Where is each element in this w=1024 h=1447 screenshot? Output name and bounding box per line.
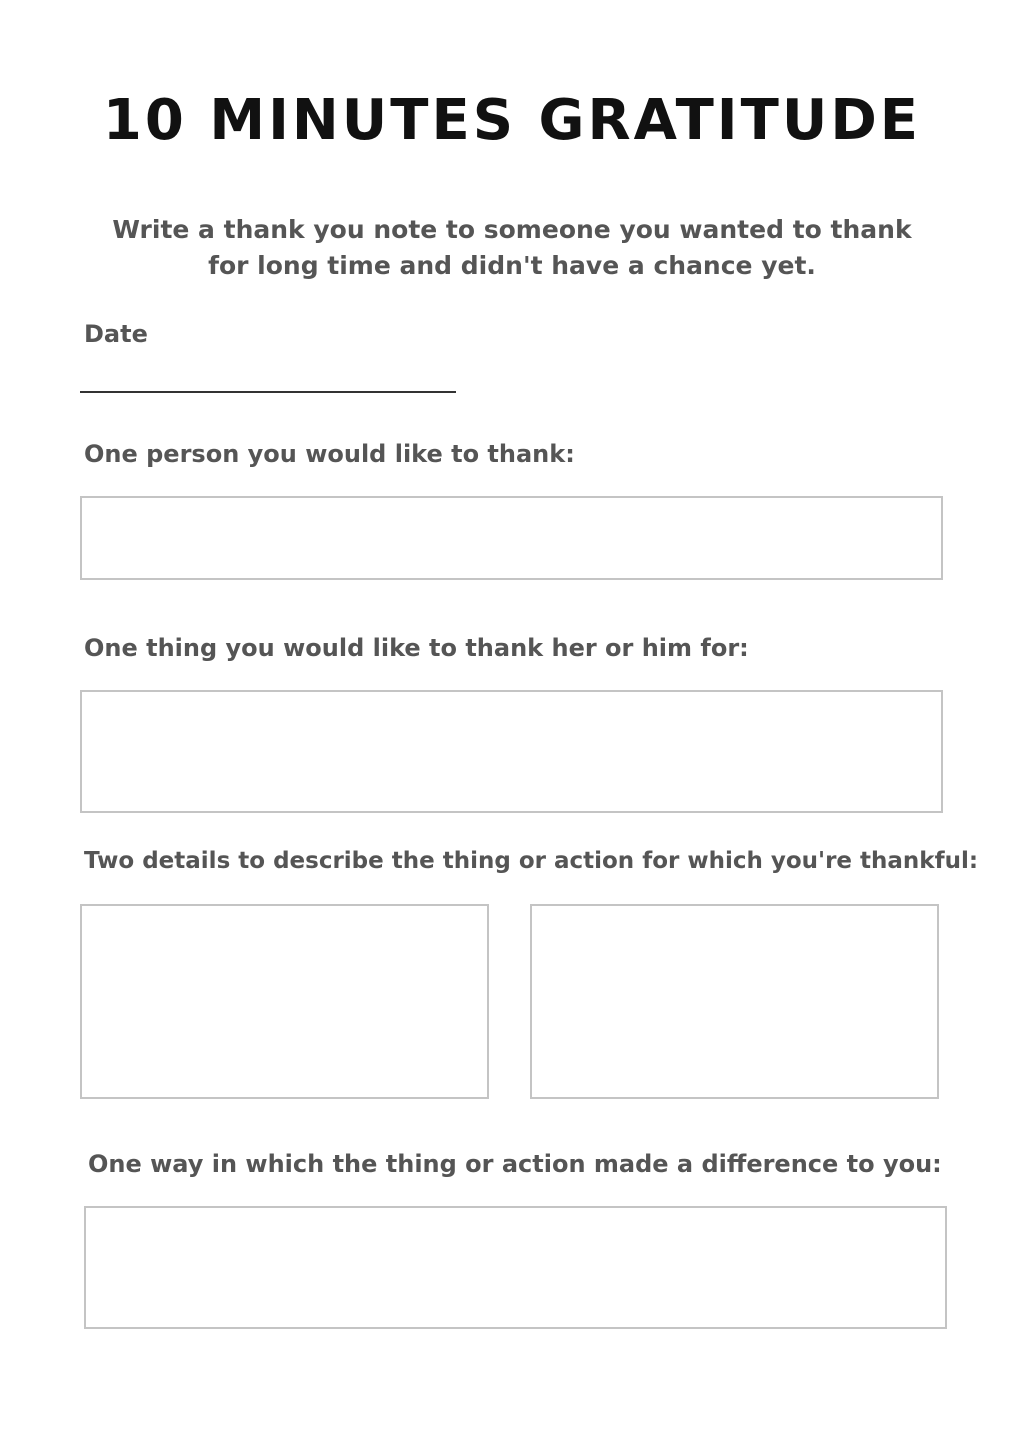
detail-field-2[interactable] (530, 904, 939, 1099)
thing-prompt: One thing you would like to thank her or him for: (84, 634, 749, 662)
page-title: 10 MINUTES GRATITUDE (102, 88, 922, 153)
difference-field[interactable] (84, 1206, 947, 1329)
instructions-line-1: Write a thank you note to someone you wanted to thank (112, 215, 912, 244)
person-field[interactable] (80, 496, 943, 580)
detail-field-1[interactable] (80, 904, 489, 1099)
person-prompt: One person you would like to thank: (84, 440, 575, 468)
instructions-line-2: for long time and didn't have a chance yet. (208, 251, 816, 280)
details-prompt: Two details to describe the thing or action for which you're thankful: (84, 848, 979, 874)
date-field[interactable] (80, 391, 456, 393)
difference-prompt: One way in which the thing or action made a difference to you: (88, 1150, 942, 1178)
thing-field[interactable] (80, 690, 943, 813)
date-label: Date (84, 320, 148, 348)
instructions (100, 212, 924, 284)
